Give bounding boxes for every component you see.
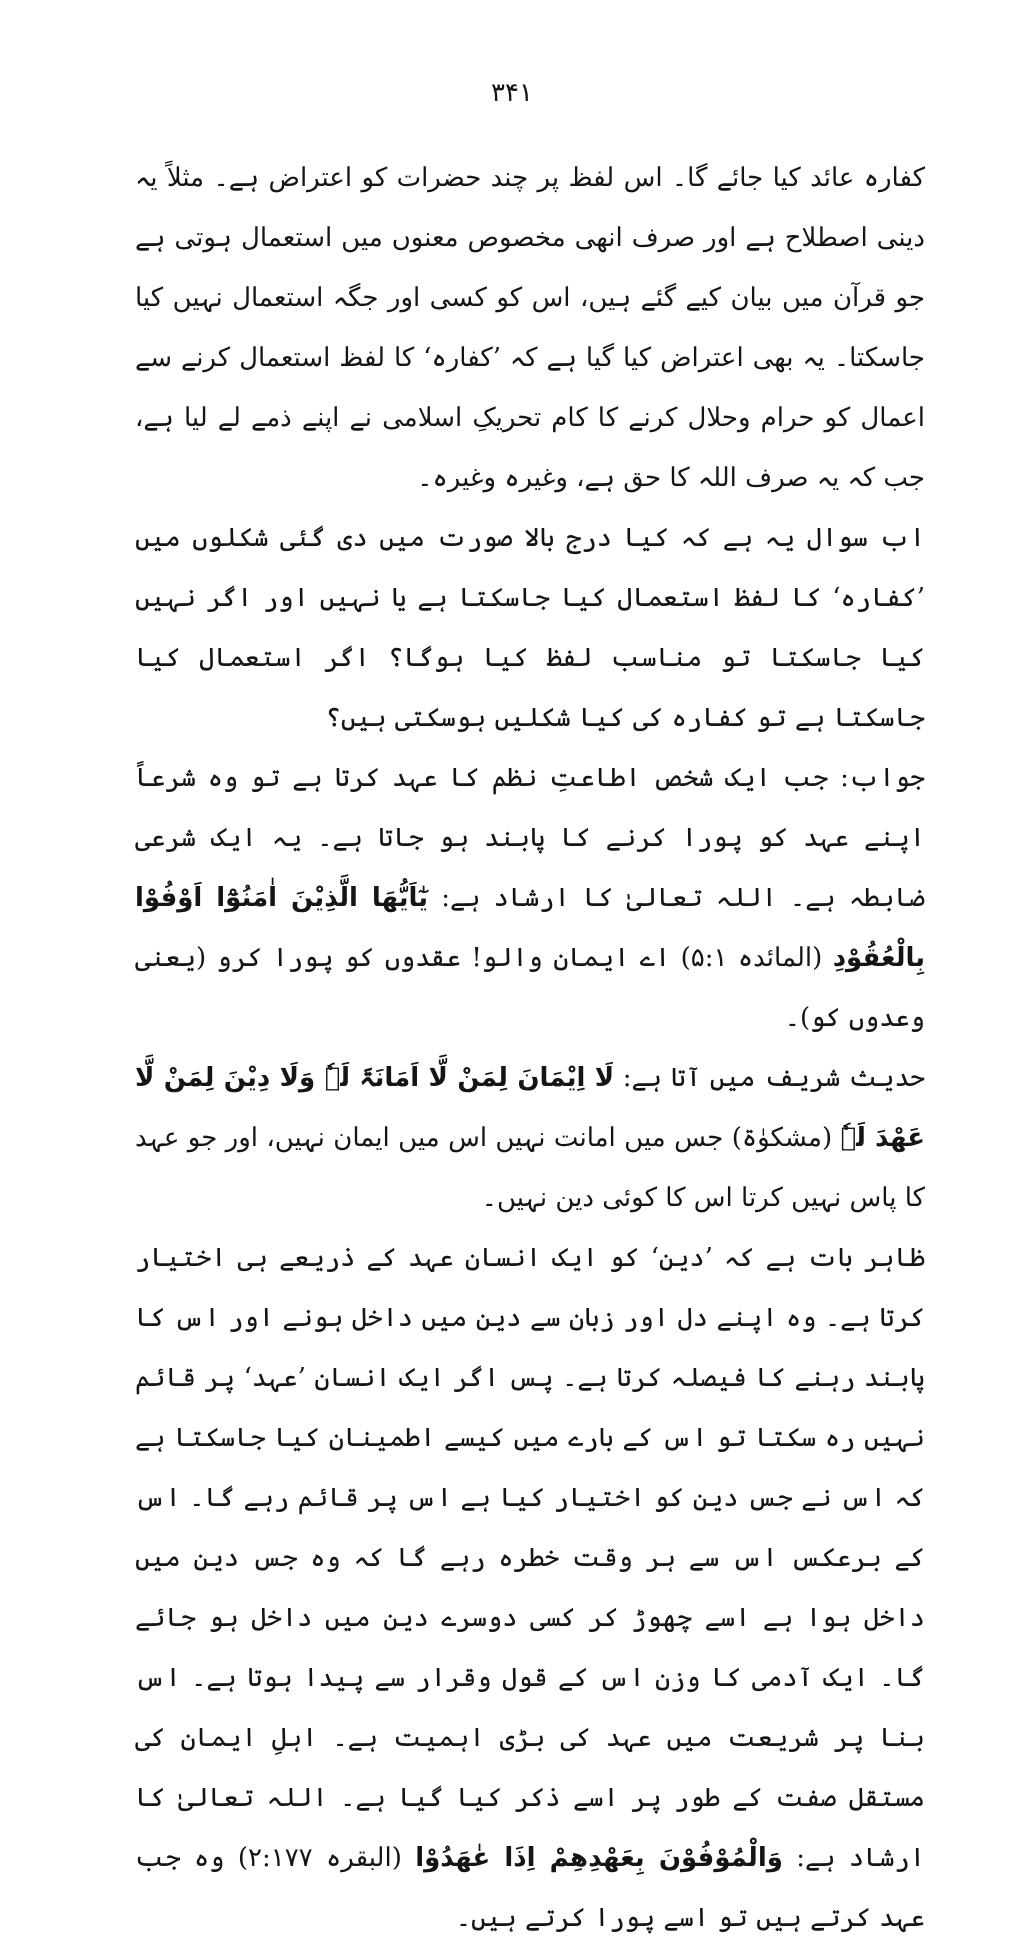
page-number: ۳۴۱ bbox=[491, 78, 533, 108]
hadith-arabic: لَا اِیْمَانَ لِمَنْ لَّا اَمَانَۃَ لَہٗ وَلَا دِیْنَ لِمَنْ لَّا عَھْدَ لَہٗ bbox=[135, 1063, 925, 1153]
paragraph-answer bbox=[135, 748, 925, 1048]
answer-text-after: (المائدہ ۵:۱) اے ایمان والو! عقدوں کو پورا کرو (یعنی وعدوں کو)۔ bbox=[135, 943, 925, 1033]
din-text-before: ظاہر بات ہے کہ ’دین‘ کو ایک انسان عہد کے ذریعے ہی اختیار کرتا ہے۔ وہ اپنے دل اور زبان سے دین میں داخل ہونے اور اس کا پابند رہنے کا فیصلہ کرتا ہے۔ پس اگر ایک انسان ’عہد‘ پر قائم نہیں رہ سکتا تو اس کے بارے میں کیسے اطمینان کیا جاسکتا ہے کہ اس نے جس دین کو اختیار کیا ہے اس پر قائم رہے گا۔ اس کے برعکس اس سے ہر وقت خطرہ رہے گا کہ وہ جس دین میں داخل ہوا ہے اسے چھوڑ کر کسی دوسرے دین میں داخل ہو جائے گا۔ ایک آدمی کا وزن اس کے قول وقرار سے پیدا ہوتا ہے۔ اس بنا پر شریعت میں عہد کی بڑی اہمیت ہے۔ اہلِ ایمان کی مستقل صفت کے طور پر اسے ذکر کیا گیا ہے۔ اللہ تعالیٰ کا ارشاد ہے: bbox=[135, 1243, 925, 1873]
hadith-text-before: حدیث شریف میں آتا ہے: bbox=[614, 1063, 925, 1093]
hadith-text-after: (مشکوٰۃ) جس میں امانت نہیں اس میں ایمان نہیں، اور جو عہد کا پاس نہیں کرتا اس کا کوئی دین نہیں۔ bbox=[135, 1123, 925, 1213]
paragraph-kaffara-objection: کفارہ عائد کیا جائے گا۔ اس لفظ پر چند حضرات کو اعتراض ہے۔ مثلاً یہ دینی اصطلاح ہے اور صرف انھی مخصوص معنوں میں استعمال ہوتی ہے جو قرآن میں بیان کیے گئے ہیں، اس کو کسی اور جگہ استعمال نہیں کیا جاسکتا۔ یہ بھی اعتراض کیا گیا ہے کہ ’کفارہ‘ کا لفظ استعمال کرنے سے اعمال کو حرام وحلال کرنے کا کام تحریکِ اسلامی نے اپنے ذمے لے لیا ہے، جب کہ یہ صرف اللہ کا حق ہے، وغیرہ وغیرہ۔ bbox=[135, 163, 925, 493]
quran-verse-baqarah: وَالْمُوْفُوْنَ بِعَھْدِھِمْ اِذَا عٰھَدُوْا bbox=[415, 1843, 783, 1873]
paragraph-question: اب سوال یہ ہے کہ کیا درج بالا صورت میں دی گئی شکلوں میں ’کفارہ‘ کا لفظ استعمال کیا جاسکتا ہے یا نہیں اور اگر نہیں کیا جاسکتا تو مناسب لفظ کیا ہوگا؟ اگر استعمال کیا جاسکتا ہے تو کفارہ کی کیا شکلیں ہوسکتی ہیں؟ bbox=[135, 523, 925, 733]
paragraph-hadith bbox=[135, 1048, 925, 1228]
paragraph-din-and-ahd bbox=[135, 1228, 925, 1948]
quran-verse-maidah: یٰٓاَیُّھَا الَّذِیْنَ اٰمَنُوْٓا اَوْفُوْا بِالْعُقُوْدِ bbox=[135, 883, 926, 973]
din-text-after: (البقرہ ۲:۱۷۷) وہ جب عہد کرتے ہیں تو اسے پورا کرتے ہیں۔ bbox=[135, 1843, 925, 1933]
answer-text-before: جواب: جب ایک شخص اطاعتِ نظم کا عہد کرتا ہے تو وہ شرعاً اپنے عہد کو پورا کرنے کا پابند ہو جاتا ہے۔ یہ ایک شرعی ضابطہ ہے۔ اللہ تعالیٰ کا ارشاد ہے: bbox=[135, 763, 925, 913]
page-body bbox=[135, 148, 925, 1948]
